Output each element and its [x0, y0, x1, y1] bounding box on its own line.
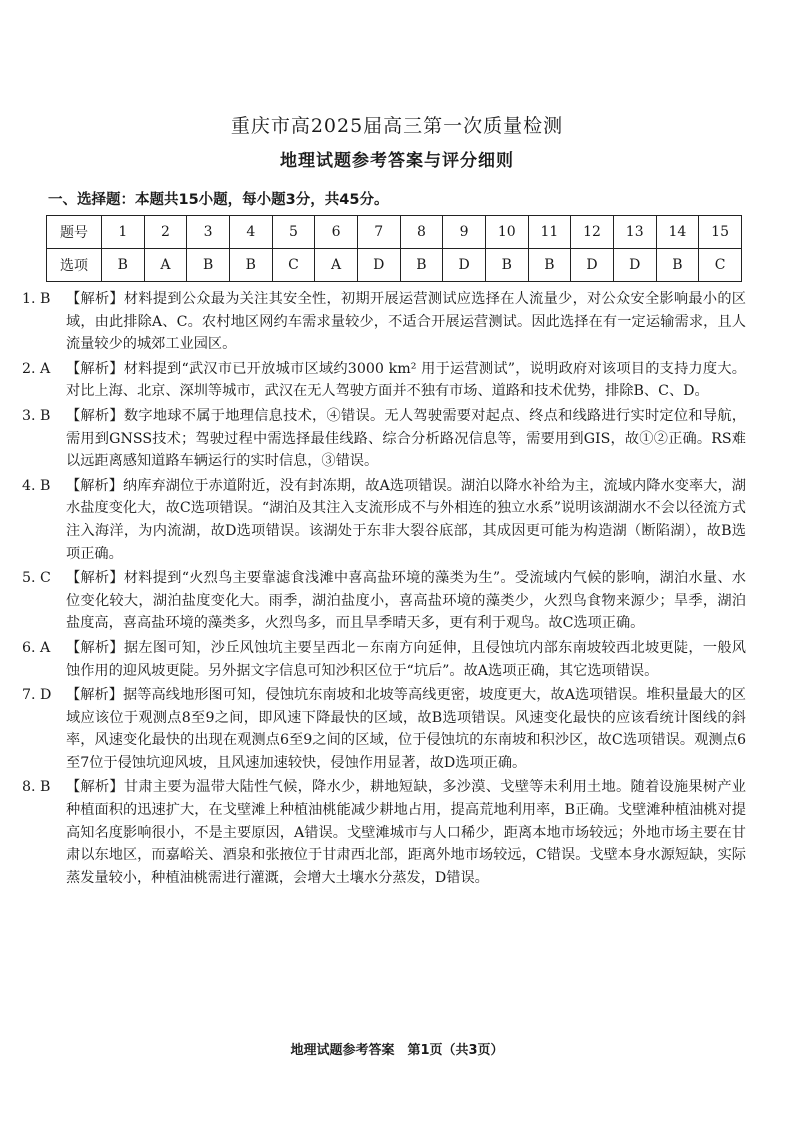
item-text: 【解析】据左图可知，沙丘风蚀坑主要呈西北－东南方向延伸，且侵蚀坑内部东南坡较西北坡更陡，一般风蚀作用的迎风坡更陡。另外据文字信息可知沙积区位于“坑后”。故A选项正确，其它选项错误。 — [66, 639, 746, 679]
item-number: 3. B — [22, 407, 51, 424]
row-label: 选项 — [47, 249, 102, 282]
question-number: 4 — [229, 216, 272, 249]
question-number: 13 — [613, 216, 656, 249]
answer-option: B — [187, 249, 230, 282]
item-number: 2. A — [22, 360, 51, 377]
question-number: 11 — [528, 216, 571, 249]
question-number: 10 — [485, 216, 528, 249]
question-number: 2 — [144, 216, 187, 249]
answer-option: D — [443, 249, 486, 282]
explanation-item — [22, 776, 746, 889]
exam-title: 重庆市高2025届高三第一次质量检测 — [230, 115, 564, 137]
answer-option: B — [400, 249, 443, 282]
answer-option: D — [357, 249, 400, 282]
explanation-item — [22, 567, 746, 635]
item-text: 【解析】数字地球不属于地理信息技术，④错误。无人驾驶需要对起点、终点和线路进行实时定位和导航，需用到GNSS技术；驾驶过程中需选择最佳线路、综合分析路况信息等，需要用到GIS，故①②正确。RS难以远距离感知道路车辆运行的实时信息，③错误。 — [66, 407, 746, 470]
answer-option: D — [613, 249, 656, 282]
explanation-item — [22, 475, 746, 565]
row-label: 题号 — [47, 216, 102, 249]
item-number: 5. C — [22, 570, 51, 587]
item-number: 4. B — [22, 477, 51, 494]
item-text: 【解析】据等高线地形图可知，侵蚀坑东南坡和北坡等高线更密，坡度更大，故A选项错误。堆积量最大的区域应该位于观测点8至9之间，即风速下降最快的区域，故B选项错误。风速变化最快的应该看统计图线的斜率，风速变化最快的出现在观测点6至9之间的区域，位于侵蚀坑的东南坡和积沙区，故C选项错误。观测点6至7位于侵蚀坑迎风坡，且风速加速较快，侵蚀作用显著，故D选项正确。 — [66, 687, 746, 771]
answer-option: B — [528, 249, 571, 282]
question-number: 7 — [357, 216, 400, 249]
question-number: 8 — [400, 216, 443, 249]
answer-option: A — [315, 249, 358, 282]
question-number: 14 — [656, 216, 699, 249]
section-heading: 一、选择题：本题共15小题，每小题3分，共45分。 — [48, 192, 389, 208]
question-number: 6 — [315, 216, 358, 249]
item-number: 6. A — [22, 639, 51, 656]
answer-option: B — [485, 249, 528, 282]
question-number: 1 — [102, 216, 145, 249]
answer-option: D — [571, 249, 614, 282]
question-number: 9 — [443, 216, 486, 249]
answer-option: C — [272, 249, 315, 282]
item-text: 【解析】材料提到公众最为关注其安全性，初期开展运营测试应选择在人流量少，对公众安全影响最小的区域，由此排除A、C。农村地区网约车需求量较少，不适合开展运营测试。因此选择在有一定运输需求，且人流量较少的城郊工业园区。 — [66, 291, 746, 353]
question-number: 5 — [272, 216, 315, 249]
question-number: 3 — [187, 216, 230, 249]
question-number: 15 — [699, 216, 742, 249]
explanation-item — [22, 288, 746, 356]
option-row — [47, 249, 742, 282]
answer-option: A — [144, 249, 187, 282]
explanation-item — [22, 358, 746, 403]
item-text: 【解析】材料提到“武汉市已开放城市区域约3000 km² 用于运营测试”，说明政府对该项目的支持力度大。对比上海、北京、深圳等城市，武汉在无人驾驶方面并不独有市场、道路和技术优势，排除B、C、D。 — [66, 360, 746, 400]
answer-option: B — [102, 249, 145, 282]
item-text: 【解析】材料提到“火烈鸟主要靠滤食浅滩中喜高盐环境的藻类为生”。受流域内气候的影响，湖泊水量、水位变化较大，湖泊盐度变化大。雨季，湖泊盐度小，喜高盐环境的藻类少，火烈鸟食物来源少；旱季，湖泊盐度高，喜高盐环境的藻类多，火烈鸟多，而且旱季晴天多，更有利于观鸟。故C选项正确。 — [66, 570, 746, 632]
item-text: 【解析】纳库弃湖位于赤道附近，没有封冻期，故A选项错误。湖泊以降水补给为主，流域内降水变率大，湖水盐度变化大，故C选项错误。“湖泊及其注入支流形成不与外相连的独立水系”说明该湖湖水不会以径流方式注入海洋，为内流湖，故D选项错误。该湖处于东非大裂谷底部，其成因更可能为构造湖（断陷湖），故B选项正确。 — [66, 477, 746, 562]
item-text: 【解析】甘肃主要为温带大陆性气候，降水少，耕地短缺，多沙漠、戈壁等未利用土地。随着设施果树产业种植面积的迅速扩大，在戈壁滩上种植油桃能减少耕地占用，提高荒地利用率，B正确。戈壁滩种植油桃对提高知名度影响很小，不是主要原因，A错误。戈壁滩城市与人口稀少，距离本地市场较远；外地市场主要在甘肃以东地区，而嘉峪关、酒泉和张掖位于甘肃西北部，距离外地市场较远，C错误。戈壁本身水源短缺，实际蒸发量较小，种植油桃需进行灌溉，会增大土壤水分蒸发，D错误。 — [66, 779, 746, 886]
page-footer: 地理试题参考答案 第1页（共3页） — [290, 1043, 504, 1058]
answer-option: C — [699, 249, 742, 282]
exam-subtitle: 地理试题参考答案与评分细则 — [280, 151, 514, 171]
answer-option: B — [229, 249, 272, 282]
explanation-item — [22, 405, 746, 473]
answer-option: B — [656, 249, 699, 282]
answer-table — [46, 215, 742, 282]
number-row — [47, 216, 742, 249]
item-number: 1. B — [22, 291, 51, 307]
item-number: 8. B — [22, 779, 51, 796]
item-number: 7. D — [22, 687, 52, 704]
explanation-item — [22, 637, 746, 682]
explanation-item — [22, 684, 746, 774]
answer-explanations — [22, 288, 746, 891]
question-number: 12 — [571, 216, 614, 249]
